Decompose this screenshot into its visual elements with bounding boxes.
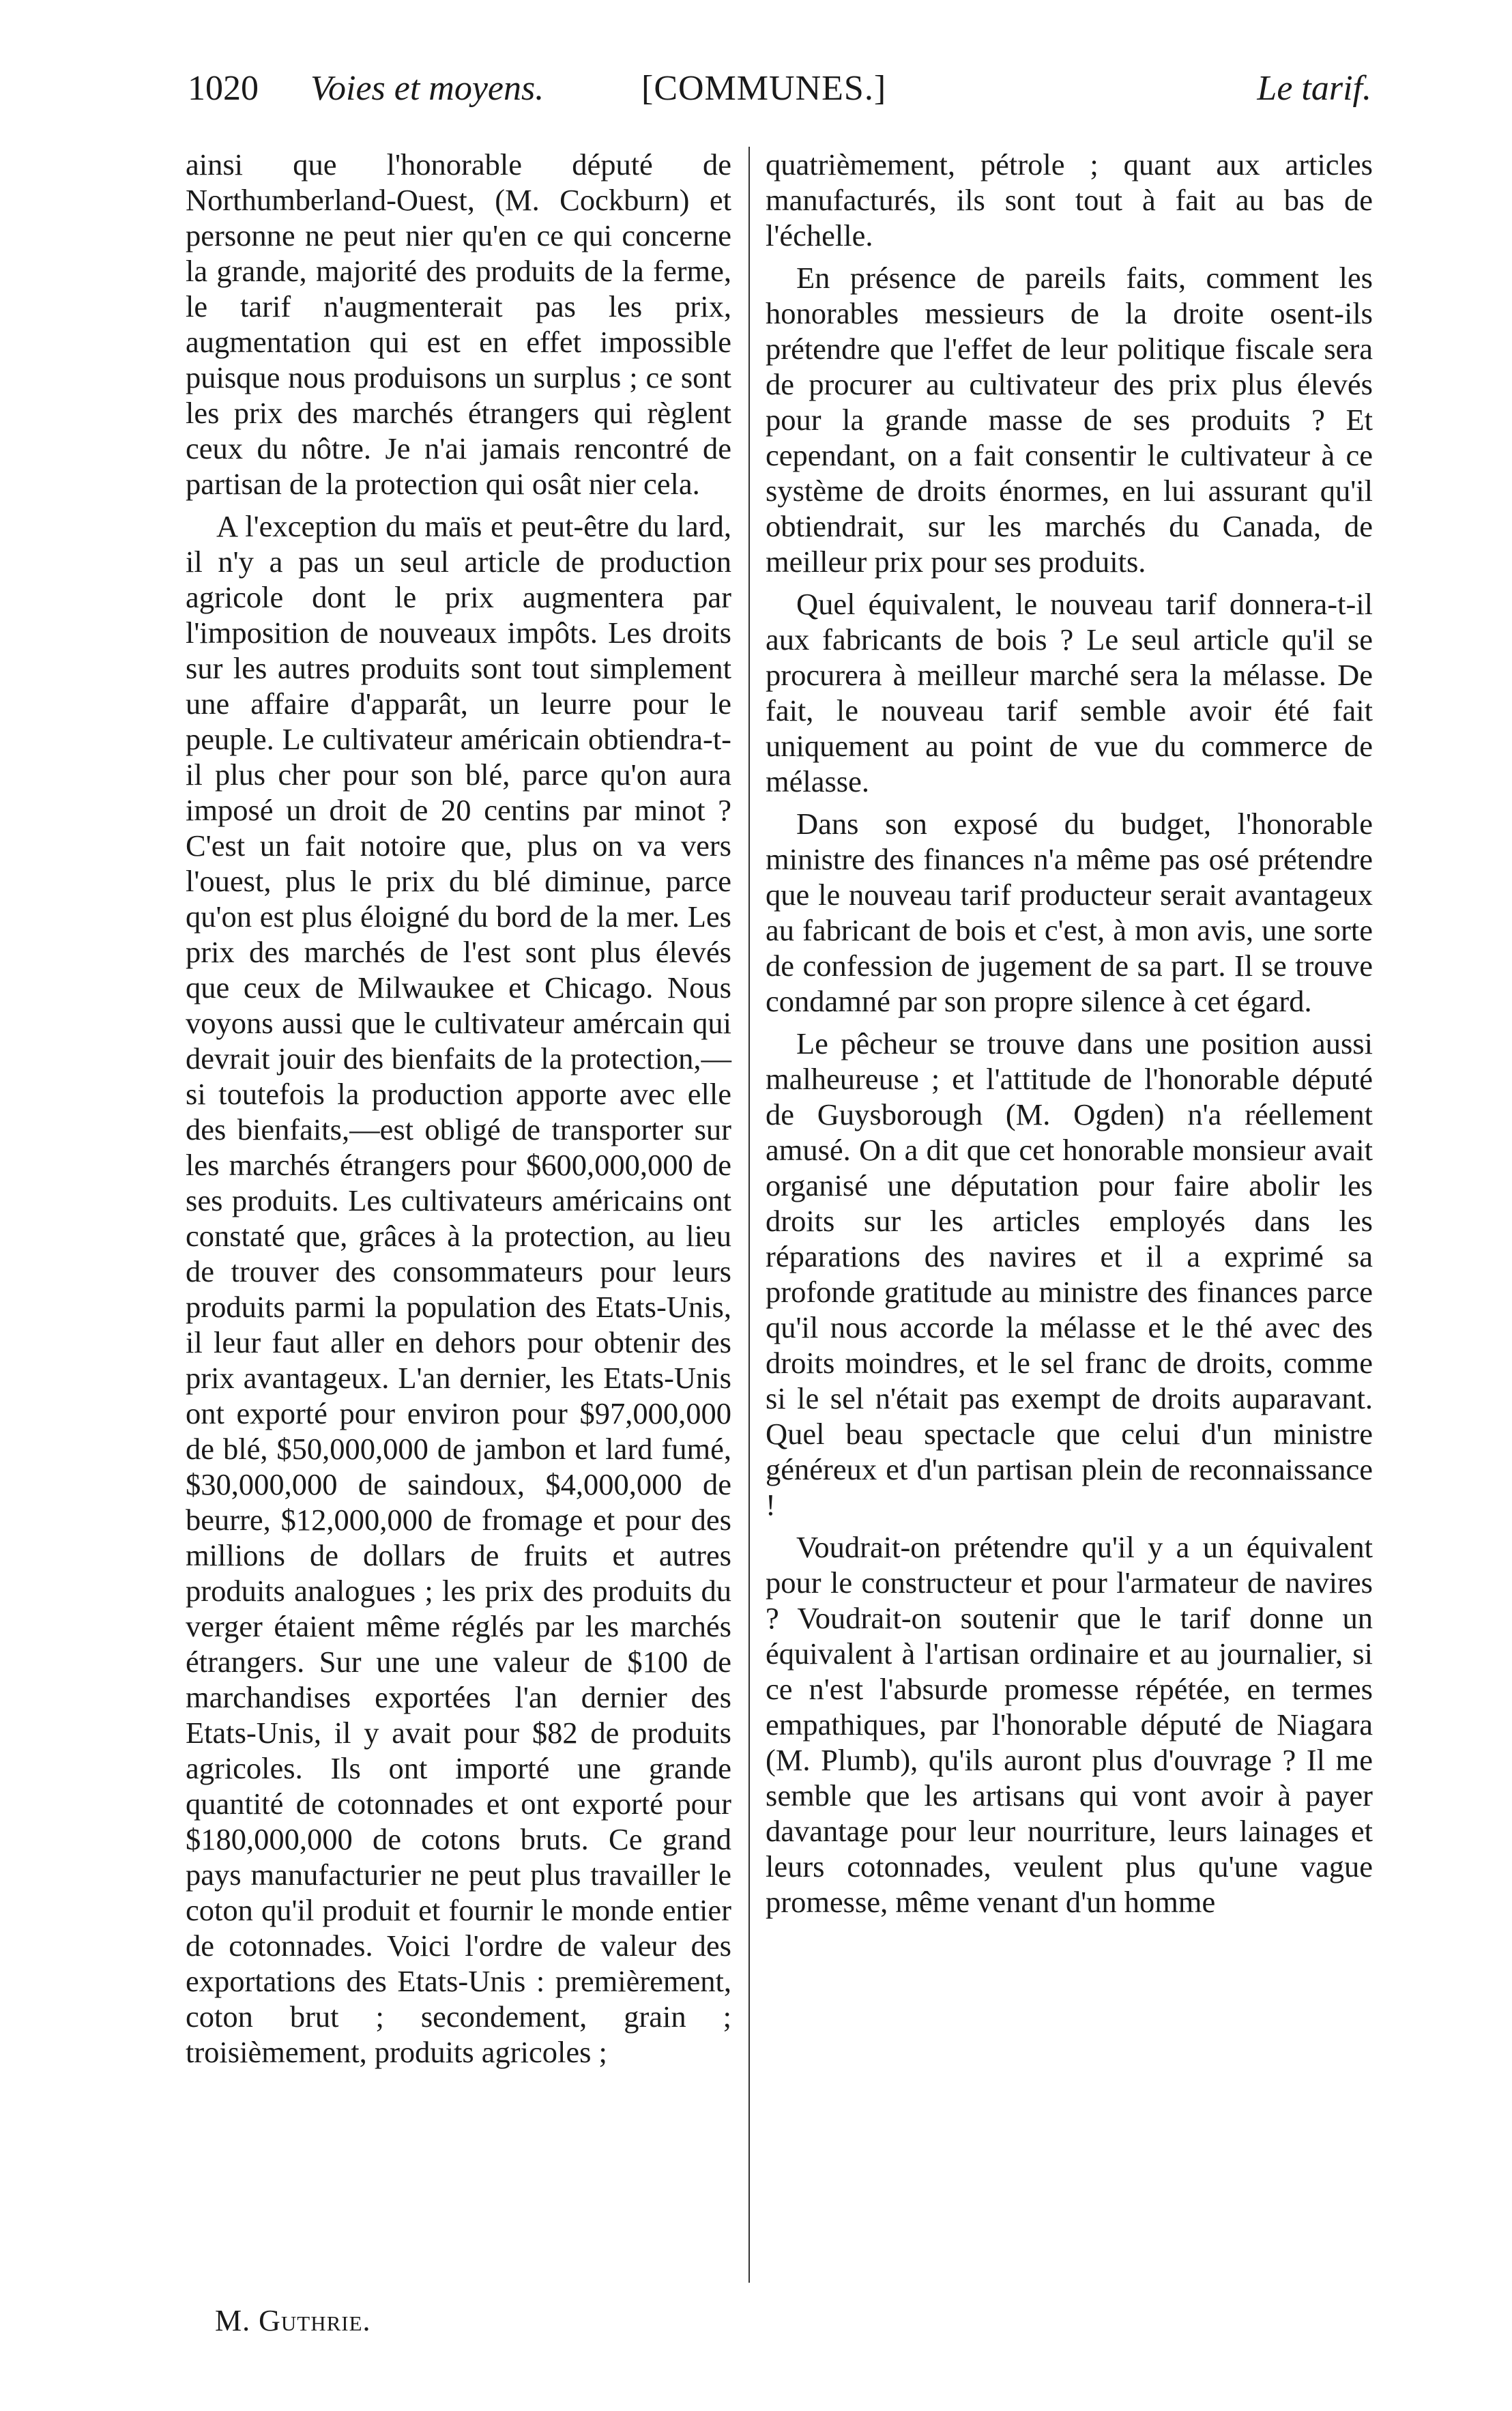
running-title-center: [COMMUNES.] [641, 69, 887, 108]
right-paragraph-3: Quel équivalent, le nouveau tarif donnera-t-il aux fabricants de bois ? Le seul article qu'il se procurera à meilleur marché sera la mélasse. De fait, le nouveau tarif semble avoir été fait uniquement au point de vue du commerce de mélasse. [766, 587, 1373, 798]
right-paragraph-4: Dans son exposé du budget, l'honorable ministre des finances n'a même pas osé prétendre que le nouveau tarif producteur serait avantageux au fabricant de bois et c'est, à mon avis, une sorte de confession de jugement de sa part. Il se trouve condamné par son propre silence à cet égard. [766, 807, 1373, 1018]
page-number: 1020 [188, 69, 259, 108]
right-paragraph-5: Le pêcheur se trouve dans une position aussi malheureuse ; et l'attitude de l'honorable député de Guysborough (M. Ogden) n'a réellement amusé. On a dit que cet honorable monsieur avait organisé une députation pour faire abolir les droits sur les articles employés dans les réparations des navires et il a exprimé sa profonde gratitude au ministre des finances parce qu'il nous accorde la mélasse et le thé avec des droits moindres, et le sel franc de droits, comme si le sel n'était pas exempt de droits auparavant. Quel beau spectacle que celui d'un ministre généreux et d'un partisan plein de reconnaissance ! [766, 1026, 1373, 1522]
running-title-right: Le tarif. [1257, 69, 1371, 108]
right-paragraph-6: Voudrait-on prétendre qu'il y a un équivalent pour le constructeur et pour l'armateur de navires ? Voudrait-on soutenir que le tarif donne un équivalent à l'artisan ordinaire et au journalier, si ce n'est l'absurde promesse répétée, en termes empathiques, par l'honorable député de Niagara (M. Plumb), qu'ils auront plus d'ouvrage ? Il me semble que les artisans qui vont avoir à payer davantage pour leur nourriture, leurs lainages et leurs cotonnades, veulent plus qu'une vague promesse, même venant d'un homme [766, 1530, 1373, 1919]
right-paragraph-1: quatrièmement, pétrole ; quant aux articles manufacturés, ils sont tout à fait au bas de l'échelle. [766, 147, 1373, 252]
right-paragraph-2: En présence de pareils faits, comment les honorables messieurs de la droite osent-ils prétendre que l'effet de leur politique fiscale sera de procurer au cultivateur des prix plus élevés pour la grande masse de ses produits ? Et cependant, on a fait consentir le cultivateur à ce système de droits énormes, en lui assurant qu'il obtiendrait, sur les marchés du Canada, de meilleur prix pour ses produits. [766, 261, 1373, 579]
page-header [188, 68, 1371, 123]
running-title-left: Voies et moyens. [310, 69, 544, 108]
left-paragraph-1: ainsi que l'honorable député de Northumberland-Ouest, (M. Cockburn) et personne ne peut nier qu'en ce qui concerne la grande, majorité des produits de la ferme, le tarif n'augmenterait pas les prix, augmentation qui est en effet impossible puisque nous produisons un surplus ; ce sont les prix des marchés étrangers qui règlent ceux du nôtre. Je n'ai jamais rencontré de partisan de la protection qui osât nier cela. [186, 147, 731, 501]
left-paragraph-2: A l'exception du maïs et peut-être du lard, il n'y a pas un seul article de production agricole dont le prix augmentera par l'imposition de nouveaux impôts. Les droits sur les autres produits sont tout simplement une affaire d'apparât, un leurre pour le peuple. Le cultivateur américain obtiendra-t-il plus cher pour son blé, parce qu'on aura imposé un droit de 20 centins par minot ? C'est un fait notoire que, plus on va vers l'ouest, plus le prix du blé diminue, parce qu'on est plus éloigné du bord de la mer. Les prix des marchés de l'est sont plus élevés que ceux de Milwaukee et Chicago. Nous voyons aussi que le cultivateur amércain qui devrait jouir des bienfaits de la protection,—si toutefois la production apporte avec elle des bienfaits,—est obligé de transporter sur les marchés étrangers pour $600,000,000 de ses produits. Les cultivateurs américains ont constaté que, grâces à la protection, au lieu de trouver des consommateurs pour leurs produits parmi la population des Etats-Unis, il leur faut aller en dehors pour obtenir des prix avantageux. L'an dernier, les Etats-Unis ont exporté pour environ pour $97,000,000 de blé, $50,000,000 de jambon et lard fumé, $30,000,000 de saindoux, $4,000,000 de beurre, $12,000,000 de fromage et pour des millions de dollars de fruits et autres produits analogues ; les prix des produits du verger étaient même réglés par les marchés étrangers. Sur une une valeur de $100 de marchandises exportées l'an dernier des Etats-Unis, il y avait pour $82 de produits agricoles. Ils ont importé une grande quantité de cotonnades et ont exporté pour $180,000,000 de cotons bruts. Ce grand pays manufacturier ne peut plus travailler le coton qu'il produit et fournir le monde entier de cotonnades. Voici l'ordre de valeur des exportations des Etats-Unis : premièrement, coton brut ; secondement, grain ; troisièmement, produits agricoles ; [186, 509, 731, 2069]
speaker-signature: M. Guthrie. [215, 2304, 371, 2337]
left-column [186, 147, 731, 2070]
column-divider [748, 147, 750, 2283]
right-column [766, 147, 1373, 1920]
